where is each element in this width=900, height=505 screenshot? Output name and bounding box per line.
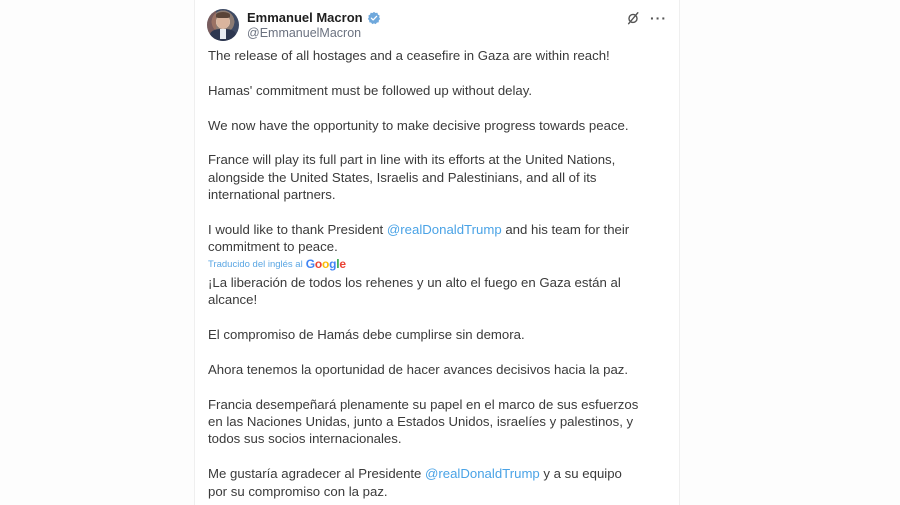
translated-paragraph-5-line-2: por su compromiso con la paz.: [208, 483, 388, 499]
translation-attribution: [208, 256, 668, 274]
google-logo-letter: o: [314, 257, 322, 272]
translated-paragraph-2: El compromiso de Hamás debe cumplirse sin demora.: [208, 327, 525, 343]
original-paragraph-4-line-1: France will play its full part in line with its efforts at the United Nations,: [208, 152, 616, 168]
more-options-icon[interactable]: ···: [650, 10, 667, 26]
header-actions: [626, 11, 667, 25]
original-paragraph-2: Hamas' commitment must be followed up without delay.: [208, 82, 533, 98]
google-logo-letter: g: [329, 257, 337, 272]
google-logo-letter: G: [305, 257, 315, 272]
translated-paragraph-5-after: y a su equipo: [539, 466, 622, 482]
original-paragraph-3: We now have the opportunity to make decisive progress towards peace.: [208, 117, 629, 133]
translated-paragraph-1-line-2: alcance!: [208, 292, 258, 308]
avatar-shirt: [220, 29, 226, 39]
original-paragraph-4: [208, 151, 668, 203]
mention-link-realdonaldtrump-translated[interactable]: @realDonaldTrump: [424, 466, 540, 482]
original-paragraph-5-line-2: commitment to peace.: [208, 239, 338, 255]
mention-link-realdonaldtrump[interactable]: @realDonaldTrump: [386, 222, 502, 237]
translated-paragraph-1: [208, 274, 668, 309]
translated-paragraph-1-line-1: ¡La liberación de todos los rehenes y un alto el fuego en Gaza están al: [208, 274, 621, 290]
tweet-card: [194, 0, 680, 505]
google-logo-icon: [306, 256, 346, 273]
avatar-hair: [216, 12, 230, 18]
original-paragraph-5-after: and his team for their: [501, 222, 630, 237]
google-logo-letter: l: [336, 257, 340, 272]
avatar[interactable]: [207, 9, 239, 41]
tweet-body: [208, 47, 668, 505]
verified-badge-icon: [367, 11, 381, 25]
original-paragraph-4-line-3: international partners.: [208, 187, 336, 203]
translated-paragraph-4: [208, 396, 668, 448]
author-display-name[interactable]: Emmanuel Macron: [247, 10, 363, 25]
translated-paragraph-4-line-2: en las Naciones Unidas, junto a Estados Unidos, israelíes y palestinos, y: [208, 414, 634, 430]
tweet-header: [207, 8, 667, 42]
original-paragraph-1: The release of all hostages and a ceasefire in Gaza are within reach!: [208, 48, 610, 63]
translated-paragraph-4-line-3: todos sus socios internacionales.: [208, 431, 402, 447]
translated-paragraph-3: Ahora tenemos la oportunidad de hacer avances decisivos hacia la paz.: [208, 361, 629, 377]
original-paragraph-5-before: I would like to thank President: [208, 222, 387, 237]
google-logo-letter: o: [321, 257, 330, 272]
translated-paragraph-4-line-1: Francia desempeñará plenamente su papel en el marco de sus esfuerzos: [208, 396, 639, 412]
author-name-row: [247, 10, 381, 25]
google-logo-letter: e: [339, 257, 346, 272]
original-paragraph-5: [208, 221, 668, 256]
original-paragraph-4-line-2: alongside the United States, Israelis and Palestinians, and all of its: [208, 169, 597, 185]
translation-label[interactable]: Traducido del inglés al: [208, 259, 303, 271]
translated-paragraph-5: [208, 465, 668, 500]
author-handle[interactable]: @EmmanuelMacron: [247, 26, 362, 40]
translated-paragraph-5-before: Me gustaría agradecer al Presidente: [208, 466, 425, 482]
grok-icon[interactable]: [626, 11, 640, 25]
